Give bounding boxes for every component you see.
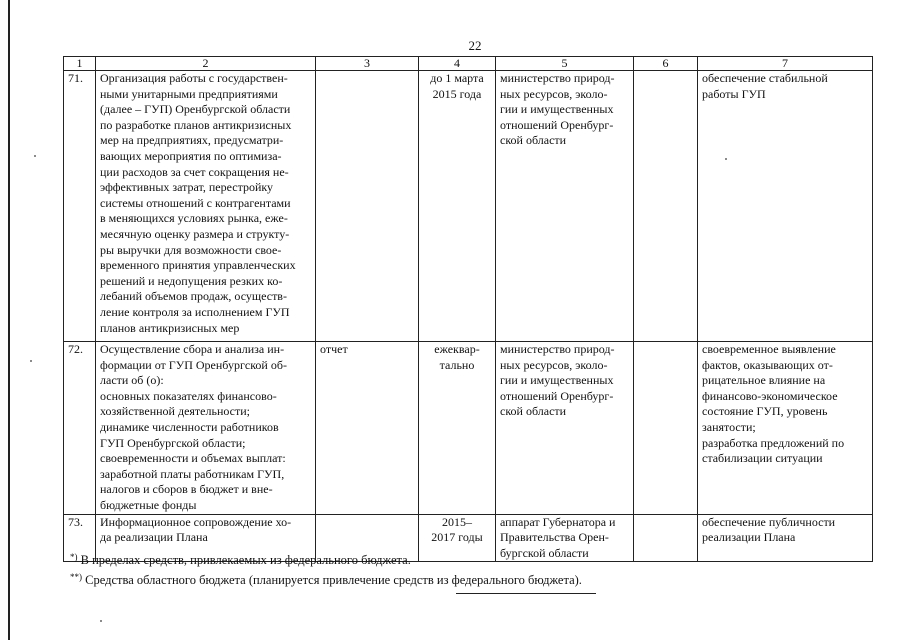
cell-line: вающих мероприятия по оптимиза- — [100, 148, 282, 163]
table-header-row — [64, 57, 873, 71]
cell-line: ление контроля за исполнением ГУП — [100, 304, 290, 319]
cell-line: (далее – ГУП) Оренбургской области — [100, 102, 291, 117]
measure-cell — [96, 342, 316, 515]
cell-line: планов антикризисных мер — [100, 320, 240, 335]
cell-line: 2015 года — [432, 86, 482, 101]
cell-line: своевременности и объемах выплат: — [100, 451, 286, 466]
cell-line: обеспечение стабильной — [702, 71, 828, 85]
table-row — [64, 71, 873, 342]
page-binding-edge — [8, 0, 10, 640]
cell-line: отношений Оренбург- — [500, 117, 614, 132]
cell-line: мер на предприятиях, предусматри- — [100, 133, 284, 148]
cell-line: гии и имущественных — [500, 373, 614, 388]
column-header: 7 — [698, 57, 873, 71]
column-header: 6 — [634, 57, 698, 71]
result-cell — [698, 342, 873, 515]
footnote — [70, 569, 582, 589]
cell-line: стабилизации ситуации — [702, 451, 823, 466]
col6-cell — [634, 342, 698, 515]
cell-line: ции расходов за счет сокращения не- — [100, 164, 289, 179]
cell-line: гии и имущественных — [500, 102, 614, 117]
row-number: 72. — [64, 342, 96, 515]
cell-line: формации от ГУП Оренбургской об- — [100, 357, 287, 372]
cell-line: бургской области — [500, 545, 589, 560]
column-header: 3 — [316, 57, 419, 71]
cell-line: реализации Плана — [702, 530, 796, 545]
cell-line: временного принятия управленческих — [100, 258, 296, 273]
deadline-cell — [419, 71, 496, 342]
cell-line: работы ГУП — [702, 86, 766, 101]
document-cell — [316, 71, 419, 342]
cell-line: занятости; — [702, 419, 756, 434]
cell-line: да реализации Плана — [100, 530, 208, 545]
cell-line: 2015– — [442, 514, 472, 529]
cell-line: разработка предложений по — [702, 435, 845, 450]
cell-line: в меняющихся условиях рынка, еже- — [100, 211, 288, 226]
column-header: 5 — [496, 57, 634, 71]
cell-line: Информационное сопровождение хо- — [100, 514, 292, 529]
col6-cell — [634, 71, 698, 342]
column-header: 1 — [64, 57, 96, 71]
cell-line: динамике численности работников — [100, 419, 279, 434]
cell-line: лебаний объемов продаж, осуществ- — [100, 289, 287, 304]
cell-line: ской области — [500, 404, 567, 419]
cell-line: налогов и сборов в бюджет и вне- — [100, 482, 273, 497]
table-row — [64, 342, 873, 515]
result-cell — [698, 71, 873, 342]
cell-line: финансово-экономическое — [702, 388, 838, 403]
result-cell — [698, 514, 873, 562]
column-header: 4 — [419, 57, 496, 71]
footnote-mark: *) — [70, 552, 78, 562]
cell-line: 2017 годы — [431, 530, 483, 545]
footnote-mark: **) — [70, 572, 82, 582]
cell-line: состояние ГУП, уровень — [702, 404, 828, 419]
cell-line: рицательное влияние на — [702, 373, 826, 388]
scan-speck — [30, 360, 32, 362]
executor-cell — [496, 71, 634, 342]
cell-line: Правительства Орен- — [500, 530, 609, 545]
document-cell: отчет — [316, 342, 419, 515]
cell-line: месячную оценку размера и структу- — [100, 226, 290, 241]
cell-line: решений и недопущения резких ко- — [100, 273, 283, 288]
cell-line: своевременное выявление — [702, 342, 836, 356]
executor-cell — [496, 342, 634, 515]
cell-line: министерство природ- — [500, 342, 615, 356]
cell-line: до 1 марта — [430, 71, 484, 85]
closing-rule — [456, 593, 596, 594]
deadline-cell — [419, 342, 496, 515]
column-header: 2 — [96, 57, 316, 71]
footnote-text: Средства областного бюджета (планируется привлечение средств из федерального бюджета). — [82, 573, 582, 587]
cell-line: системы отношений с контрагентами — [100, 195, 291, 210]
scan-speck — [34, 155, 36, 157]
row-number: 73. — [64, 514, 96, 562]
cell-line: ежеквар- — [434, 342, 480, 356]
cell-line: тально — [439, 357, 475, 372]
cell-line: аппарат Губернатора и — [500, 514, 616, 529]
cell-line: министерство природ- — [500, 71, 615, 85]
cell-line: ных ресурсов, эколо- — [500, 357, 608, 372]
cell-line: заработной платы работникам ГУП, — [100, 466, 285, 481]
cell-line: Организация работы с государствен- — [100, 71, 288, 85]
cell-line: ГУП Оренбургской области; — [100, 435, 246, 450]
cell-line: по разработке планов антикризисных — [100, 117, 292, 132]
cell-line: ласти об (о): — [100, 373, 164, 388]
col6-cell — [634, 514, 698, 562]
cell-line: фактов, оказывающих от- — [702, 357, 833, 372]
cell-line: Осуществление сбора и анализа ин- — [100, 342, 285, 356]
cell-line: основных показателях финансово- — [100, 388, 277, 403]
cell-line: ных ресурсов, эколо- — [500, 86, 608, 101]
scan-speck — [100, 620, 102, 622]
cell-line: обеспечение публичности — [702, 514, 836, 529]
cell-line: ры выручки для возможности свое- — [100, 242, 282, 257]
page-number: 22 — [468, 38, 482, 53]
row-number: 71. — [64, 71, 96, 342]
cell-line: хозяйственной деятельности; — [100, 404, 251, 419]
cell-line: ными унитарными предприятиями — [100, 86, 278, 101]
footnote-text: В пределах средств, привлекаемых из федерального бюджета. — [77, 553, 411, 567]
footnote — [70, 549, 582, 569]
measure-cell — [96, 71, 316, 342]
action-plan-table — [63, 56, 873, 562]
cell-line: эффективных затрат, перестройку — [100, 180, 274, 195]
footnotes — [70, 549, 582, 589]
cell-line: бюджетные фонды — [100, 497, 197, 512]
cell-line: ской области — [500, 133, 567, 148]
cell-line: отношений Оренбург- — [500, 388, 614, 403]
